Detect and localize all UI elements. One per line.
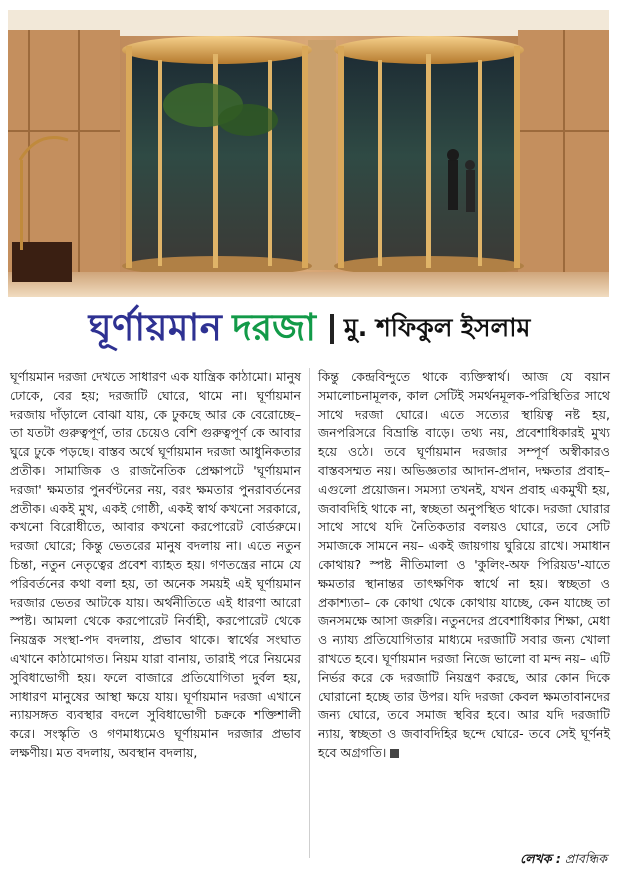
article-headline [0, 303, 619, 355]
byline-label: লেখক : [520, 851, 561, 866]
headline-title-part2: দরজা [232, 305, 316, 349]
revolving-door-photo [8, 10, 609, 297]
headline-author: মু. শফিকুল ইসলাম [343, 312, 531, 342]
column-divider [309, 368, 310, 858]
article-photo [8, 10, 609, 297]
headline-separator [330, 314, 334, 344]
article-column-right [318, 368, 610, 763]
article-byline [520, 851, 607, 871]
article-column-right-text: কিন্তু কেন্দ্রবিন্দুতে থাকে ব্যক্তিস্বার্থ। আজ যে বয়ান সমালোচনামূলক, কাল সেটিই সমর্থনমূলক-পরিস্থিতির সাথে সাথে দরজা ঘোরে। এতে সত্যের স্থায়িত্ব নষ্ট হয়, জনপরিসরে বিভ্রান্তি বাড়ে। তথ্য নয়, প্রবেশাধিকারই মুখ্য হয়ে ওঠে। তবে ঘূর্ণায়মান দরজার সম্পূর্ণ অস্বীকারও বাস্তবসম্মত নয়। অভিজ্ঞতার আদান-প্রদান, দক্ষতার প্রবাহ– এগুলো প্রয়োজন। সমস্যা তখনই, যখন প্রবাহ একমুখী হয়, জবাবদিহি থাকে না, স্বচ্ছতা অনুপস্থিত থাকে। দরজা ঘোরার সাথে সাথে যদি নৈতিকতার বলয়ও ঘোরে, তবে সেটি সমাজকে সামনে নয়– একই জায়গায় ঘুরিয়ে রাখে। সমাধান কোথায়? স্পষ্ট নীতিমালা ও 'কুলিং-অফ পিরিয়ড'-যাতে ক্ষমতার স্থানান্তর তাৎক্ষণিক স্বার্থে না হয়। স্বচ্ছতা ও প্রকাশ্যতা– কে কোথা থেকে কোথায় যাচ্ছে, কেন যাচ্ছে তা জনসমক্ষে আসা জরুরি। নতুনদের প্রবেশাধিকার শিক্ষা, মেধা ও ন্যায্য প্রতিযোগিতার মাধ্যমে দরজাটি সবার জন্য খোলা রাখতে হবে। ঘূর্ণায়মান দরজা নিজে ভালো বা মন্দ নয়– এটি নির্ভর করে কে দরজাটি নিয়ন্ত্রণ করছে, আর কোন দিকে ঘোরানো হচ্ছে তার উপর। যদি দরজা কেবল ক্ষমতাবানদের জন্য ঘোরে, তবে সমাজ স্থবির হবে। আর যদি দরজাটি ন্যায়, স্বচ্ছতা ও জবাবদিহির ছন্দে ঘোরে- তবে সেই ঘূর্ণনই হবে অগ্রগতি। [318, 369, 610, 760]
end-mark-icon [390, 749, 399, 758]
byline-value: প্রাবন্ধিক [564, 851, 607, 866]
article-column-left: ঘূর্ণায়মান দরজা দেখতে সাধারণ এক যান্ত্রিক কাঠামো। মানুষ ঢোকে, বের হয়; দরজাটি ঘোরে, থামে না। ঘূর্ণায়মান দরজায় দাঁড়ালে বোঝা যায়, কে ঢুকছে আর কে বেরোচ্ছে– তা যতটা গুরুত্বপূর্ণ, তার চেয়েও বেশি গুরুত্বপূর্ণ কে আবার ঘুরে ঢুকে পড়ছে। বাস্তব অর্থে ঘূর্ণায়মান দরজা আধুনিকতার প্রতীক। সামাজিক ও রাজনৈতিক প্রেক্ষাপটে 'ঘূর্ণায়মান দরজা' ক্ষমতার পুনর্বণ্টনের নয়, বরং ক্ষমতার পুনরাবর্তনের প্রতীক। একই মুখ, একই গোষ্ঠী, একই স্বার্থ কখনো সরকারে, কখনো বিরোধীতে, আবার কখনো করপোরেট বোর্ডরুমে। দরজা ঘোরে; কিন্তু ভেতরের মানুষ বদলায় না। এতে নতুন চিন্তা, নতুন নেতৃত্বের প্রবেশ ব্যাহত হয়। গণতন্ত্রের নামে যে পরিবর্তনের কথা বলা হয়, তা অনেক সময়ই এই ঘূর্ণায়মান দরজার ভেতর আটকে যায়। অর্থনীতিতে এই ধারণা আরো স্পষ্ট। আমলা থেকে করপোরেট নির্বাহী, করপোরেট থেকে নিয়ন্ত্রক সংস্থা-পদ বদলায়, প্রভাব থাকে। স্বার্থের সংঘাত এখানে কাঠামোগত। নিয়ম যারা বানায়, তারাই পরে নিয়মের সুবিধাভোগী হয়। ফলে বাজারে প্রতিযোগিতা দুর্বল হয়, সাধারণ মানুষের আস্থা ক্ষয়ে যায়। ঘূর্ণায়মান দরজা এখানে ন্যায়সঙ্গত ব্যবস্থার বদলে সুবিধাভোগী চক্রকে শক্তিশালী করে। সংস্কৃতি ও গণমাধ্যমেও ঘূর্ণায়মান দরজার প্রভাব লক্ষণীয়। মত বদলায়, অবস্থান বদলায়, [10, 369, 301, 760]
headline-title-part1: ঘূর্ণায়মান [88, 305, 223, 349]
